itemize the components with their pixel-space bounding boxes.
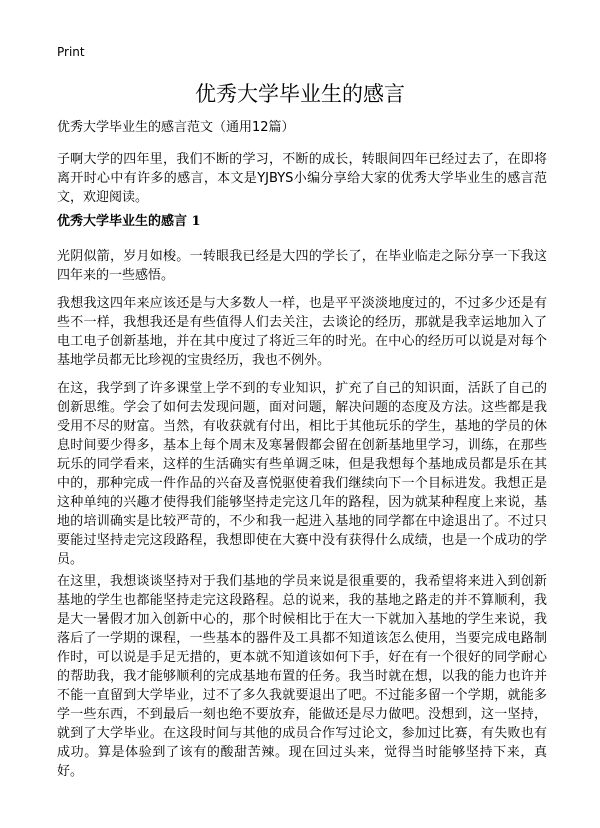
print-link[interactable]: Print	[57, 45, 85, 59]
intro-paragraph: 子啊大学的四年里，我们不断的学习，不断的成长，转眼间四年已经过去了，在即将离开时心中有许多的感言，本文是YJBYS小编分享给大家的优秀大学毕业生的感言范文，欢迎阅读。	[57, 152, 547, 205]
body-paragraph-3: 在这，我学到了许多课堂上学不到的专业知识，扩充了自己的知识面，活跃了自己的创新思维。学会了如何去发现问题，面对问题，解决问题的态度及方法。这些都是我受用不尽的财富。当然，有收获就有付出，相比于其他玩乐的学生，基地的学员的休息时间要少得多，基本上每个周末及寒暑假都会留在创新基地里学习，训练，在那些玩乐的同学看来，这样的生活确实有些单调乏味，但是我想每个基地成员都是乐在其中的，那种完成一件作品的兴奋及喜悦驱使着我们继续向下一个目标进发。我想正是这种单纯的兴趣才使得我们能够坚持走完这几年的路程，因为就某种程度上来说，基地的培训确实是比较严苛的，不少和我一起进入基地的同学都在中途退出了。不过只要能过坚持走完这段路程，我想即使在大赛中没有获得什么成绩，也是一个成功的学员。	[57, 381, 547, 567]
section-heading: 优秀大学毕业生的感言 1	[57, 214, 201, 229]
page-title: 优秀大学毕业生的感言	[195, 82, 405, 106]
body-paragraph-2: 我想我这四年来应该还是与大多数人一样，也是平平淡淡地度过的，不过多少还是有些不一样，我想我还是有些值得人们去关注，去谈论的经历，那就是我幸运地加入了电工电子创新基地，并在其中度过了将近三年的时光。在中心的经历可以说是对每个基地学员都无比珍视的宝贵经历，我也不例外。	[57, 296, 547, 368]
body-paragraph-4: 在这里，我想谈谈坚持对于我们基地的学员来说是很重要的，我希望将来进入到创新基地的学生也都能坚持走完这段路程。总的说来，我的基地之路走的并不算顺利，我是大一暑假才加入创新中心的，那个时候相比于在大一下就加入基地的学生来说，我落后了一学期的课程，一些基本的器件及工具都不知道该怎么使用，当要完成电路制作时，可以说是手足无措的，更本就不知道该如何下手，好在有一个很好的同学耐心的帮助我，我才能够顺利的完成基地布置的任务。我当时就在想，以我的能力也许并不能一直留到大学毕业，过不了多久我就要退出了吧。不过能多留一个学期，就能多学一些东西，不到最后一刻也绝不要放弃，能做还是尽力做吧。没想到，这一坚持，就到了大学毕业。在这段时间与其他的成员合作写过论文，参加过比赛，有失败也有成功。算是体验到了该有的酸甜苦辣。现在回过头来，觉得当时能够坚持下来，真好。	[57, 574, 547, 779]
article-subtitle: 优秀大学毕业生的感言范文（通用12篇）	[57, 120, 295, 135]
body-paragraph-1: 光阴似箭，岁月如梭。一转眼我已经是大四的学长了，在毕业临走之际分享一下我这四年来的一些感悟。	[57, 249, 547, 283]
